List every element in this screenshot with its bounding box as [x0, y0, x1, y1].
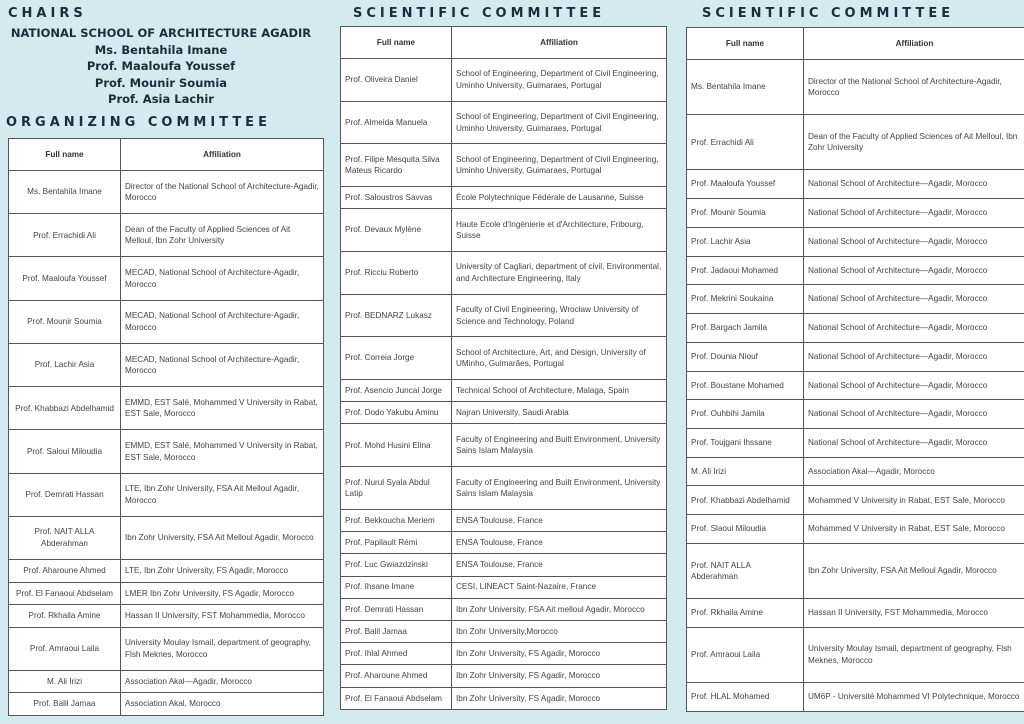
table-row — [9, 516, 324, 559]
column-header-full-name: Full name — [9, 139, 121, 171]
member-affiliation: Association Akal, Morocco — [121, 693, 324, 716]
member-name: Prof. Ouhbihi Jamila — [687, 400, 804, 429]
table-row — [687, 371, 1024, 400]
member-name: Prof. Errachidi Ali — [687, 115, 804, 170]
member-name: Prof. Dodo Yakubu Aminu — [341, 402, 452, 424]
member-affiliation: Director of the National School of Architecture-Agadir, Morocco — [121, 171, 324, 214]
member-name: Prof. Correia Jorge — [341, 337, 452, 380]
member-affiliation: Najran University, Saudi Arabia — [452, 402, 667, 424]
table-row — [687, 314, 1024, 343]
member-name: M. Ali Irizi — [687, 457, 804, 486]
member-name: Prof. Saloui Miloudia — [9, 430, 121, 473]
member-name: Prof. Mounir Soumia — [9, 300, 121, 343]
table-row — [687, 170, 1024, 199]
member-name: Prof. El Fanaoui Abdselam — [9, 582, 121, 605]
member-affiliation: National School of Architecture—Agadir, Morocco — [804, 428, 1024, 457]
table-row — [687, 256, 1024, 285]
member-affiliation: Association Akal—Agadir, Morocco — [804, 457, 1024, 486]
member-name: Prof. Ihsane Imane — [341, 576, 452, 598]
member-affiliation: Faculty of Engineering and Built Environment, University Sains Islam Malaysia — [452, 424, 667, 467]
scientific-committee-heading: SCIENTIFIC COMMITTEE — [353, 6, 606, 21]
member-name: Prof. HLAL Mohamed — [687, 683, 804, 712]
table-row — [341, 620, 667, 642]
member-name: Prof. Mohd Husini Elina — [341, 424, 452, 467]
member-affiliation: National School of Architecture—Agadir, Morocco — [804, 371, 1024, 400]
member-affiliation: Ibn Zohr University, FSA Ait melloul Agadir, Morocco — [452, 598, 667, 620]
member-affiliation: LTE, Ibn Zohr University, FS Agadir, Morocco — [121, 560, 324, 583]
member-name: Prof. Luc Gwiazdzinski — [341, 554, 452, 576]
member-name: Prof. Lachir Asia — [687, 227, 804, 256]
member-name: Prof. Errachidi Ali — [9, 214, 121, 257]
member-affiliation: Ibn Zohr University, FS Agadir, Morocco — [452, 665, 667, 687]
member-affiliation: National School of Architecture—Agadir, Morocco — [804, 256, 1024, 285]
chair-institution: NATIONAL SCHOOL OF ARCHITECTURE AGADIR — [10, 26, 312, 40]
table-row — [9, 582, 324, 605]
organizing-committee-table — [8, 138, 324, 716]
table-row — [687, 486, 1024, 515]
member-name: Prof. Maaloufa Youssef — [687, 170, 804, 199]
table-row — [687, 428, 1024, 457]
member-name: Prof. Aharoune Ahmed — [341, 665, 452, 687]
table-row — [341, 598, 667, 620]
member-affiliation: School of Engineering, Department of Civil Engineering, Uminho University, Guimaraes, Portugal — [452, 101, 667, 144]
member-name: Prof. Amraoui Laila — [9, 627, 121, 670]
table-row — [341, 532, 667, 554]
chairs-heading: CHAIRS — [8, 6, 87, 21]
table-row — [687, 115, 1024, 170]
member-name: Prof. Toujgani Ihssane — [687, 428, 804, 457]
table-row — [341, 144, 667, 187]
member-affiliation: National School of Architecture—Agadir, Morocco — [804, 170, 1024, 199]
table-row — [341, 643, 667, 665]
member-name: Prof. Almeida Manuela — [341, 101, 452, 144]
table-row — [341, 294, 667, 337]
scientific-committee-heading-2: SCIENTIFIC COMMITTEE — [702, 6, 955, 21]
member-affiliation: Hassan II University, FST Mohammedia, Morocco — [121, 605, 324, 628]
member-name: Prof. Demrati Hassan — [341, 598, 452, 620]
member-affiliation: MECAD, National School of Architecture-Agadir, Morocco — [121, 343, 324, 386]
member-affiliation: National School of Architecture—Agadir, Morocco — [804, 199, 1024, 228]
table-row — [341, 665, 667, 687]
table-row — [687, 400, 1024, 429]
table-row — [341, 554, 667, 576]
member-name: Prof. Demrati Hassan — [9, 473, 121, 516]
member-affiliation: EMMD, EST Salé, Mohammed V University in Rabat, EST Sale, Morocco — [121, 387, 324, 430]
member-affiliation: UM6P - Université Mohammed VI Polytechnique, Morocco — [804, 683, 1024, 712]
member-affiliation: Ibn Zohr University, FSA Ait Melloul Agadir, Morocco — [121, 516, 324, 559]
member-name: Prof. Bargach Jamila — [687, 314, 804, 343]
table-row — [341, 380, 667, 402]
table-row — [687, 60, 1024, 115]
member-name: Prof. Mounir Soumia — [687, 199, 804, 228]
member-affiliation: National School of Architecture—Agadir, Morocco — [804, 285, 1024, 314]
table-row — [9, 300, 324, 343]
member-affiliation: ENSA Toulouse, France — [452, 554, 667, 576]
member-name: Prof. Ricciu Roberto — [341, 251, 452, 294]
table-row — [341, 209, 667, 252]
member-name: Ms. Bentahila Imane — [687, 60, 804, 115]
member-name: Prof. Boustane Mohamed — [687, 371, 804, 400]
table-row — [341, 424, 667, 467]
member-affiliation: Ibn Zohr University,Morocco — [452, 620, 667, 642]
member-name: Prof. Dounia Niouf — [687, 342, 804, 371]
member-name: Prof. Oliveira Daniel — [341, 59, 452, 102]
member-affiliation: National School of Architecture—Agadir, Morocco — [804, 400, 1024, 429]
table-row — [9, 343, 324, 386]
member-name: Prof. Ihlal Ahmed — [341, 643, 452, 665]
member-affiliation: Haute Ecole d'Ingénierie et d'Architecture, Fribourg, Suisse — [452, 209, 667, 252]
column-header-full-name: Full name — [341, 27, 452, 59]
chair-name: Prof. Maaloufa Youssef — [86, 59, 236, 74]
table-row — [687, 342, 1024, 371]
member-name: Prof. Amraoui Laila — [687, 627, 804, 682]
table-row — [341, 59, 667, 102]
member-name: Prof. BEDNARZ Lukasz — [341, 294, 452, 337]
member-name: Prof. Papilault Rémi — [341, 532, 452, 554]
table-header-row — [341, 27, 667, 59]
table-row — [9, 627, 324, 670]
table-row — [687, 227, 1024, 256]
member-name: Prof. Saloustros Savvas — [341, 187, 452, 209]
table-row — [341, 101, 667, 144]
member-affiliation: Mohammed V University in Rabat, EST Sale, Morocco — [804, 515, 1024, 544]
chair-name: Prof. Asia Lachir — [108, 92, 214, 107]
table-header-row — [9, 139, 324, 171]
table-row — [341, 187, 667, 209]
table-row — [341, 467, 667, 510]
member-affiliation: Faculty of Civil Engineering, Wrocław University of Science and Technology, Poland — [452, 294, 667, 337]
table-row — [687, 285, 1024, 314]
table-row — [9, 214, 324, 257]
member-affiliation: University Moulay Ismail, department of geography, Flsh Meknes, Morocco — [804, 627, 1024, 682]
member-affiliation: CESI, LINEACT Saint-Nazaire, France — [452, 576, 667, 598]
member-name: Prof. Asencio Juncal Jorge — [341, 380, 452, 402]
member-affiliation: Mohammed V University in Rabat, EST Sale, Morocco — [804, 486, 1024, 515]
scientific-committee-table-2 — [686, 27, 1024, 712]
table-row — [687, 627, 1024, 682]
member-name: Prof. Balil Jamaa — [9, 693, 121, 716]
table-row — [687, 199, 1024, 228]
member-affiliation: LMER Ibn Zohr University, FS Agadir, Morocco — [121, 582, 324, 605]
table-row — [687, 543, 1024, 598]
member-name: Prof. Balil Jamaa — [341, 620, 452, 642]
chairs-list — [0, 25, 322, 108]
member-name: Prof. El Fanaoui Abdselam — [341, 687, 452, 709]
column-header-full-name: Full name — [687, 28, 804, 60]
member-name: Prof. Devaux Mylène — [341, 209, 452, 252]
table-row — [9, 670, 324, 693]
table-row — [9, 473, 324, 516]
member-name: Prof. Jadaoui Mohamed — [687, 256, 804, 285]
organizing-committee-heading: ORGANIZING COMMITTEE — [6, 115, 271, 130]
member-affiliation: Dean of the Faculty of Applied Sciences of Ait Melloul, Ibn Zohr University — [804, 115, 1024, 170]
member-affiliation: National School of Architecture—Agadir, Morocco — [804, 227, 1024, 256]
table-row — [9, 560, 324, 583]
member-affiliation: School of Engineering, Department of Civil Engineering, Uminho University, Guimaraes, Portugal — [452, 59, 667, 102]
member-affiliation: School of Architecture, Art, and Design, University of UMinho, Guimarães, Portugal — [452, 337, 667, 380]
member-affiliation: University Moulay Ismail, department of geography, Flsh Meknes, Morocco — [121, 627, 324, 670]
table-row — [687, 599, 1024, 628]
column-header-affiliation: Affiliation — [452, 27, 667, 59]
member-affiliation: Dean of the Faculty of Applied Sciences of Ait Melloul, Ibn Zohr University — [121, 214, 324, 257]
member-affiliation: School of Engineering, Department of Civil Engineering, Uminho University, Guimaraes, Portugal — [452, 144, 667, 187]
table-row — [687, 683, 1024, 712]
member-name: Prof. NAIT ALLA Abderahman — [9, 516, 121, 559]
member-affiliation: EMMD, EST Salé, Mohammed V University in Rabat, EST Sale, Morocco — [121, 430, 324, 473]
table-row — [341, 687, 667, 709]
table-row — [341, 509, 667, 531]
table-row — [687, 457, 1024, 486]
table-row — [9, 693, 324, 716]
member-affiliation: École Polytechnique Fédérale de Lausanne, Suisse — [452, 187, 667, 209]
member-affiliation: Hassan II University, FST Mohammedia, Morocco — [804, 599, 1024, 628]
member-name: Prof. Filipe Mesquita Silva Mateus Ricardo — [341, 144, 452, 187]
chair-name: Ms. Bentahila Imane — [94, 42, 228, 57]
member-affiliation: Ibn Zohr University, FS Agadir, Morocco — [452, 687, 667, 709]
member-affiliation: Technical School of Architecture, Malaga, Spain — [452, 380, 667, 402]
member-name: Prof. Bekkoucha Meriem — [341, 509, 452, 531]
table-row — [341, 402, 667, 424]
member-affiliation: Ibn Zohr University, FSA Ait Melloul Agadir, Morocco — [804, 543, 1024, 598]
table-row — [9, 605, 324, 628]
table-row — [341, 337, 667, 380]
member-name: Prof. Rkhaila Amine — [9, 605, 121, 628]
table-row — [9, 430, 324, 473]
member-affiliation: Ibn Zohr University, FS Agadir, Morocco — [452, 643, 667, 665]
member-affiliation: ENSA Toulouse, France — [452, 509, 667, 531]
member-name: Prof. Maaloufa Youssef — [9, 257, 121, 300]
member-name: Prof. Slaoui Miloudia — [687, 515, 804, 544]
member-affiliation: MECAD, National School of Architecture-Agadir, Morocco — [121, 257, 324, 300]
table-row — [9, 257, 324, 300]
table-header-row — [687, 28, 1024, 60]
table-row — [341, 251, 667, 294]
member-affiliation: National School of Architecture—Agadir, Morocco — [804, 342, 1024, 371]
member-affiliation: National School of Architecture—Agadir, Morocco — [804, 314, 1024, 343]
member-affiliation: Faculty of Engineering and Built Environment, University Sains Islam Malaysia — [452, 467, 667, 510]
member-name: Prof. Khabbazi Abdelhamid — [9, 387, 121, 430]
member-affiliation: University of Cagliari, department of civil, Environmental, and Architecture Engineering, Italy — [452, 251, 667, 294]
member-name: Prof. NAIT ALLA Abderahman — [687, 543, 804, 598]
table-row — [687, 515, 1024, 544]
chair-name: Prof. Mounir Soumia — [94, 75, 228, 90]
member-name: Prof. Nurul Syala Abdul Latip — [341, 467, 452, 510]
member-name: Prof. Aharoune Ahmed — [9, 560, 121, 583]
member-affiliation: ENSA Toulouse, France — [452, 532, 667, 554]
member-affiliation: Director of the National School of Architecture-Agadir, Morocco — [804, 60, 1024, 115]
member-affiliation: Association Akal—Agadir, Morocco — [121, 670, 324, 693]
member-name: M. Ali Irizi — [9, 670, 121, 693]
column-header-affiliation: Affiliation — [804, 28, 1024, 60]
member-name: Prof. Rkhaila Amine — [687, 599, 804, 628]
table-row — [341, 576, 667, 598]
member-name: Ms. Bentahila Imane — [9, 171, 121, 214]
member-name: Prof. Mekrini Soukaina — [687, 285, 804, 314]
table-row — [9, 387, 324, 430]
member-affiliation: LTE, Ibn Zohr University, FSA Ait Melloul Agadir, Morocco — [121, 473, 324, 516]
table-row — [9, 171, 324, 214]
column-header-affiliation: Affiliation — [121, 139, 324, 171]
member-name: Prof. Lachir Asia — [9, 343, 121, 386]
member-name: Prof. Khabbazi Abdelhamid — [687, 486, 804, 515]
member-affiliation: MECAD, National School of Architecture-Agadir, Morocco — [121, 300, 324, 343]
scientific-committee-table — [340, 26, 667, 710]
